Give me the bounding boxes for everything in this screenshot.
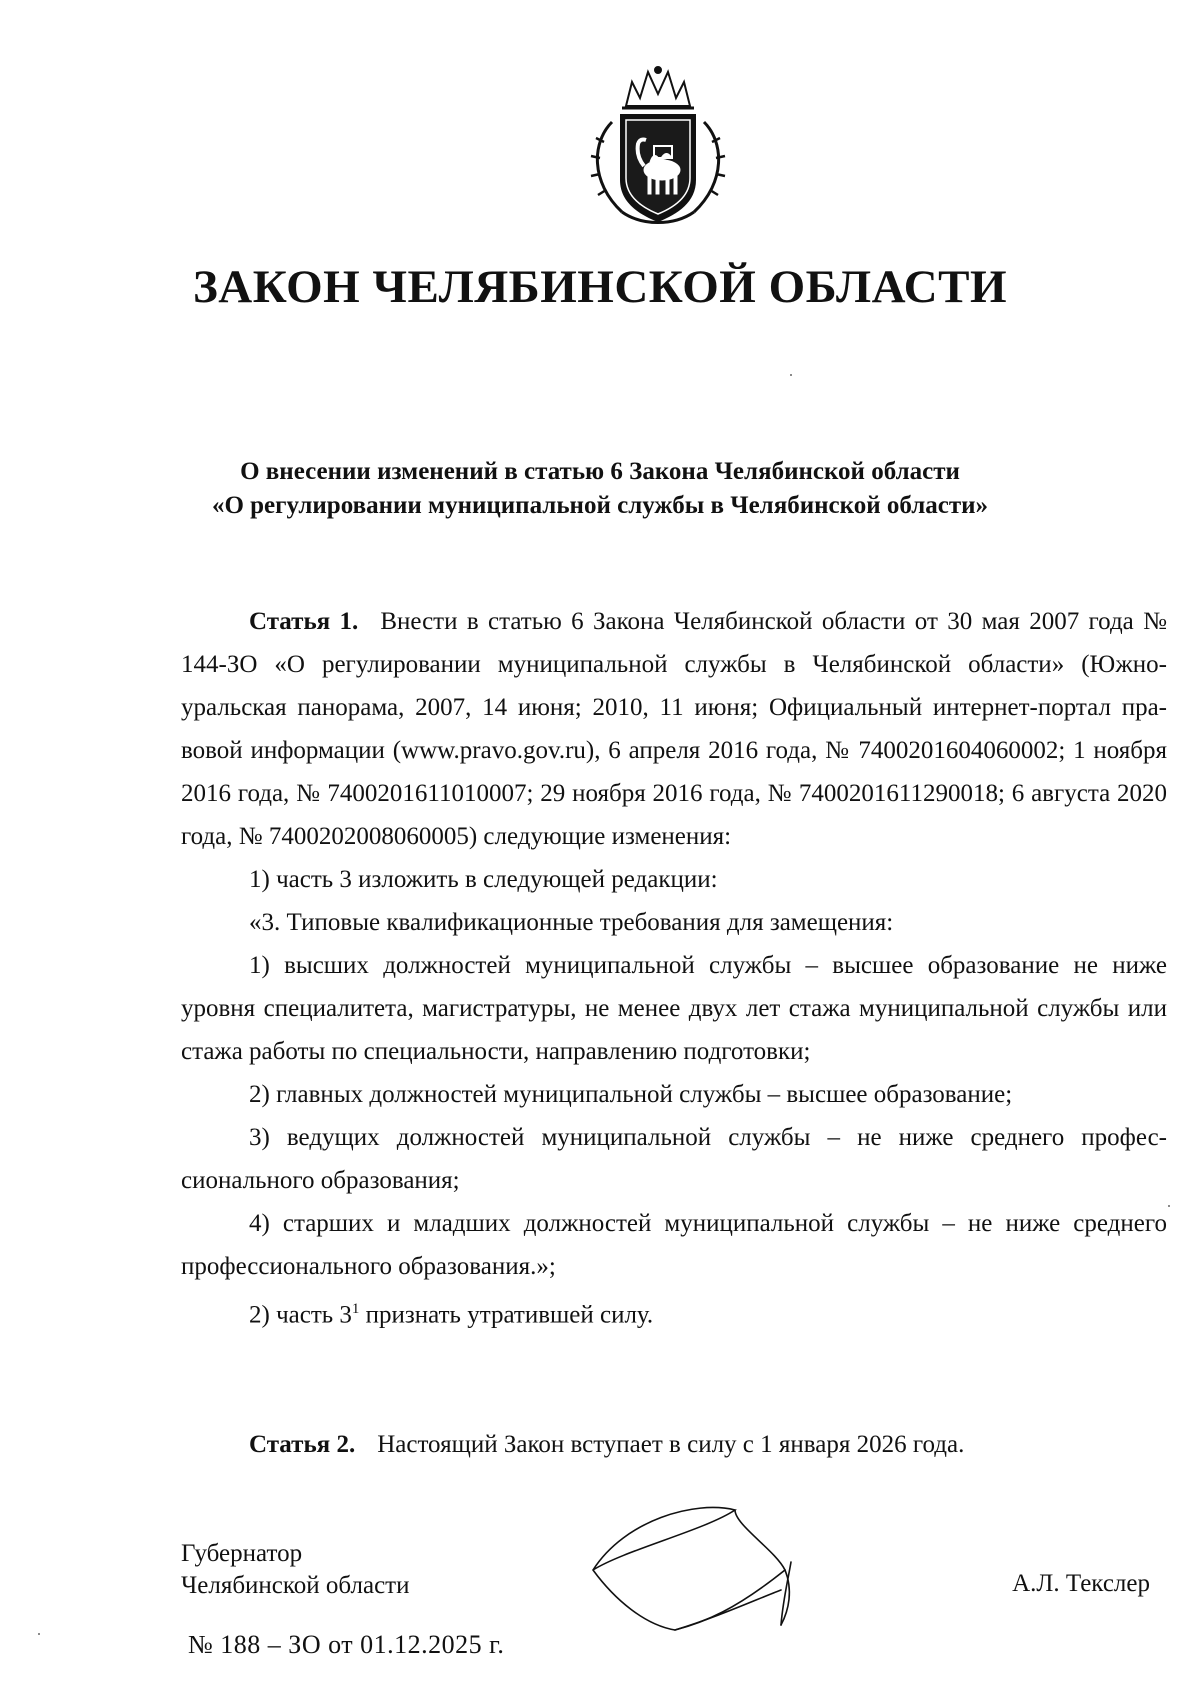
scan-speck [790,374,792,376]
subtitle-line-2: «О регулировании муниципальной службы в Челябинской области» [211,492,989,519]
law-subtitle [0,455,1200,523]
position-line-1: Губернатор [181,1540,303,1567]
requirement-2: 2) главных должностей муниципальной службы – высшее образование; [249,1081,1013,1108]
article-1 [181,600,1167,1336]
signatory-position [181,1538,409,1602]
article-2 [181,1423,1167,1466]
item-2-prefix: 2) часть 3 [249,1301,352,1329]
requirement-4: 4) старших и младших должностей муниципальной службы – не ниже среднего профессионального образования.»; [181,1210,1167,1280]
article-1-item-1: 1) часть 3 изложить в следующей редакции: [249,866,718,893]
article-1-label: Статья 1. [249,608,359,635]
scan-speck [1168,1205,1170,1207]
subtitle-line-1: О внесении изменений в статью 6 Закона Челябинской области [240,458,960,485]
item-2-suffix: признать утратившей силу. [359,1301,654,1329]
article-1-quote-intro: «3. Типовые квалификационные требования для замещения: [249,909,894,936]
coat-of-arms-icon [582,62,734,230]
article-2-text: Настоящий Закон вступает в силу с 1 января 2026 года. [377,1431,965,1458]
requirement-1: 1) высших должностей муниципальной службы – высшее образование не ниже уровня специалитета, магистратуры, не менее двух лет стажа муниципальной службы или стажа работы по специальности, направлению подготовки; [181,952,1167,1065]
position-line-2: Челябинской области [181,1572,410,1599]
signatory-name: А.Л. Текслер [1012,1570,1150,1597]
item-2-superscript: 1 [351,1301,360,1317]
article-2-label: Статья 2. [249,1431,356,1458]
law-title: ЗАКОН ЧЕЛЯБИНСКОЙ ОБЛАСТИ [192,261,1008,313]
article-1-item-2 [181,1288,1167,1336]
handwritten-signature [585,1490,800,1635]
scan-speck [38,1633,40,1635]
article-1-intro: Внести в статью 6 Закона Челябинской области от 30 мая 2007 года № 144-ЗО «О регулировании муниципальной службы в Челябинской области» (Южноуральская панорама, 2007, 14 июня; 2010, 11 июня; Официальный интернет-портал правовой информации (www.pravo.gov.ru), 6 апреля 2016 года, № 7400201604060002; 1 ноября 2016 года, № 7400201611010007; 29 ноября 2016 года, № 7400201611290018; 6 августа 2020 года, № 7400202008060005) следующие изменения: [181,608,1167,850]
requirement-3: 3) ведущих должностей муниципальной службы – не ниже среднего профессионального образования; [181,1124,1167,1194]
law-number-date: № 188 – ЗО от 01.12.2025 г. [188,1630,505,1659]
